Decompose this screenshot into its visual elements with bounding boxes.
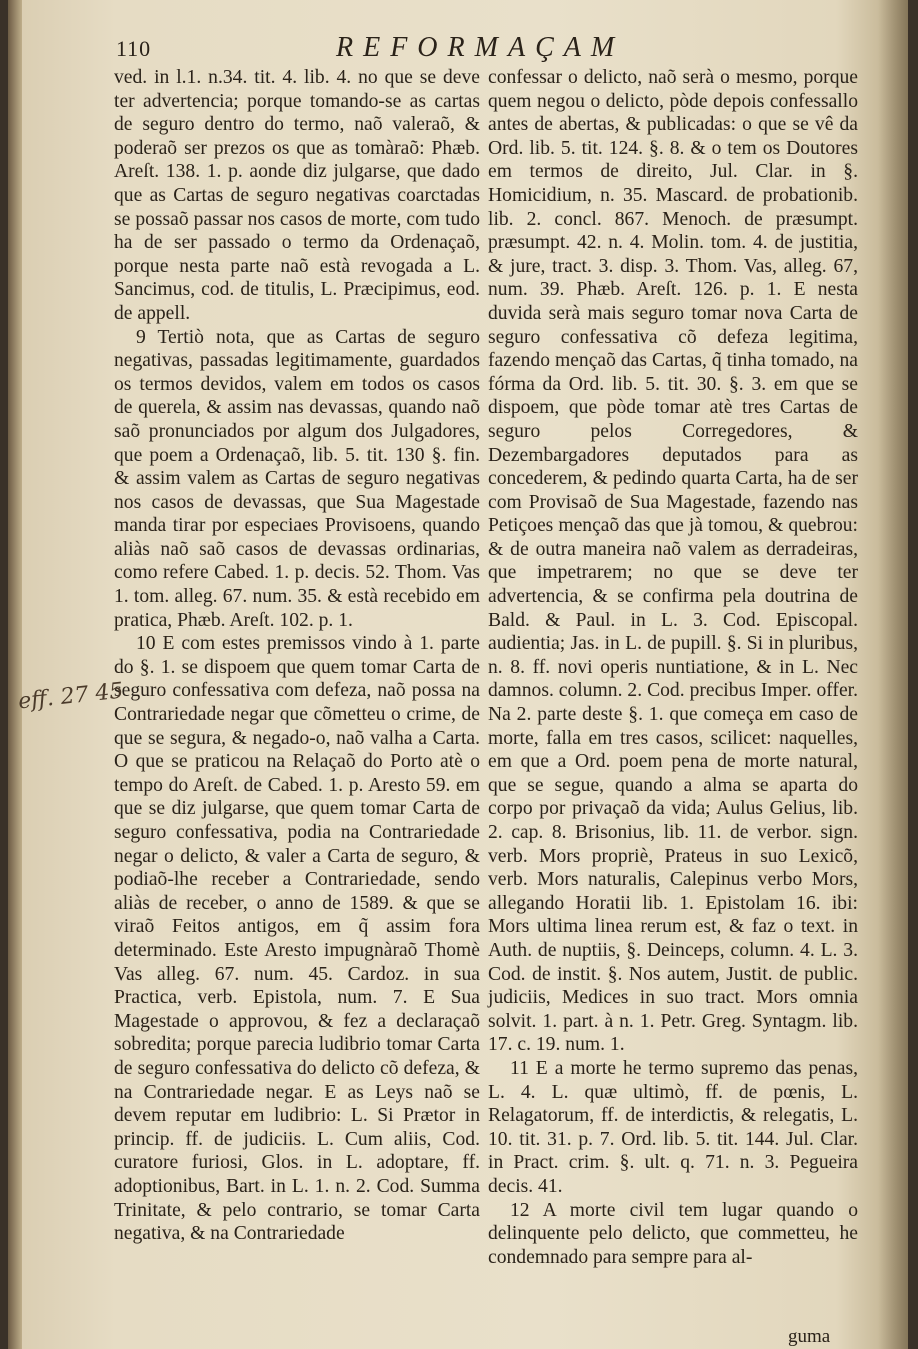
left-paragraph-1: ved. in l.1. n.34. tit. 4. lib. 4. no que se deve ter advertencia; porque tomando-se as cartas de seguro dentro do termo, naõ valeraõ, & poderaõ ser prezos os que as tomàraõ: Phæb. Areſt. 138. 1. p. aonde diz julgarse, que dado que as Cartas de seguro negativas coarctadas se possaõ passar nos casos de morte, com tudo ha de ser passado o termo da Ordenaçaõ, porque nesta parte naõ està revogada a L. Sancimus, cod. de titulis, L. Præcipimus, eod. de appell. xyxy=(114,67,480,324)
left-paragraph-2: 9 Tertiò nota, que as Cartas de seguro negativas, passadas legitimamente, guardados os termos devidos, valem em todos os casos de querela, & assim nas devassas, quando naõ saõ pronunciados por algum dos Julgadores, que poem a Ordenaçaõ, lib. 5. tit. 130 §. fin. & assim valem as Cartas de seguro negativas nos casos de devassas, que Sua Magestade manda tirar por especiaes Provisoens, quando aliàs naõ saõ casos de devassas ordinarias, como refere Cabed. 1. p. decis. 52. Thom. Vas 1. tom. alleg. 67. num. 35. & està recebido em pratica, Phæb. Areſt. 102. p. 1. xyxy=(114,326,480,631)
book-page xyxy=(8,0,908,1349)
page-header xyxy=(116,32,876,66)
catchword: guma xyxy=(788,1326,831,1347)
running-title: REFORMAÇAM xyxy=(336,32,625,63)
handwritten-margin-note xyxy=(16,678,125,744)
folio-number: 110 xyxy=(116,36,152,61)
margin-note-text: eff. 27 45 xyxy=(16,678,125,715)
page-spine-shadow xyxy=(8,0,22,1349)
right-paragraph-2: 11 E a morte he termo supremo das penas, L. 4. L. quæ ultimò, ff. de pœnis, L. Relagatorum, ff. de interdictis, & relegatis, L. 10. tit. 31. p. 7. Ord. lib. 5. tit. 144. Jul. Clar. in Pract. crim. §. ult. q. 71. n. 3. Pegueira decis. 41. xyxy=(488,1057,858,1197)
page-edge-shadow xyxy=(878,0,908,1349)
right-paragraph-1: confessar o delicto, naõ serà o mesmo, porque quem negou o delicto, pòde depois confessallo antes de abertas, & publicadas: o que se vê da Ord. lib. 5. tit. 124. §. 8. & o tem os Doutores em termos de direito, Jul. Clar. in §. Homicidium, n. 35. Mascard. de probationib. lib. 2. concl. 867. Menoch. de præsumpt. præsumpt. 42. n. 4. Molin. tom. 4. de justitia, & jure, tract. 3. disp. 3. Thom. Vas, alleg. 67, num. 39. Phæb. Areſt. 126. p. 1. E nesta duvida serà mais seguro tomar nova Carta de seguro confessativa cõ defeza legitima, fazendo mençaõ das Cartas, q̃ tinha tomado, na fórma da Ord. lib. 5. tit. 30. §. 3. em que se dispoem, que pòde tomar atè tres Cartas de seguro pelos Corregedores, & Dezembargadores deputados para as concederem, & pedindo quarta Carta, ha de ser com Provisaõ de Sua Magestade, fazendo nas Petiçoes mençaõ das que jà tomou, & quebrou: & de outra maneira naõ valem as derradeiras, que impetrarem; no que se deve ter advertencia, & se confirma pela doutrina de Bald. & Paul. in L. 3. Cod. Episcopal. audientia; Jas. in L. de pupill. §. Si in pluribus, n. 8. ff. novi operis nuntiatione, & in L. Nec damnos. column. 2. Cod. precibus Imper. offer. Na 2. parte deste §. 1. que começa em caso de morte, falla em tres casos, scilicet: naquelles, em que a Ord. poem pena de morte natural, que se segue, quando a alma se aparta do corpo por privaçaõ da vida; Aulus Gelius, lib. 2. cap. 8. Brisonius, lib. 11. de verbor. sign. verb. Mors propriè, Prateus in suo Lexicõ, verb. Mors naturalis, Calepinus verbo Mors, allegando Horatii lib. 1. Epistolam 16. ibi: Mors ultima linea rerum est, & faz o text. in Auth. de nuptiis, §. Deinceps, column. 4. L. 3. Cod. de instit. §. Nos autem, Justit. de public. judiciis, Medices in suo tract. Mors omnia solvit. 1. part. à n. 1. Petr. Greg. Syntagm. lib. 17. c. 19. num. 1. xyxy=(488,67,858,1056)
right-paragraph-3: 12 A morte civil tem lugar quando o delinquente pelo delicto, que commetteu, he condemnado para sempre para al- xyxy=(488,1199,858,1268)
left-column xyxy=(114,66,480,1246)
right-column xyxy=(488,66,858,1269)
left-paragraph-3: 10 E com estes premissos vindo à 1. parte do §. 1. se dispoem que quem tomar Carta de seguro confessativa com defeza, naõ possa na Contrariedade negar que cõmetteu o crime, de que se segura, & negado-o, naõ valha a Carta. O que se praticou na Relaçaõ do Porto atè o tempo do Areſt. de Cabed. 1. p. Aresto 59. em que se diz julgarse, que quem tomar Carta de seguro confessativa, podia na Contrariedade negar o delicto, & valer a Carta de seguro, & podiaõ-lhe receber a Contrariedade, sendo aliàs de receber, o anno de 1589. & que se viraõ Feitos antigos, em q̃ assim fora determinado. Este Aresto impugnàraõ Thomè Vas alleg. 67. num. 45. Cardoz. in sua Practica, verb. Epistola, num. 7. E Sua Magestade o approvou, & fez a declaraçaõ sobredita; porque parecia ludibrio tomar Carta de seguro confessativa do delicto cõ defeza, & na Contrariedade negar. E as Leys naõ se devem reputar em ludibrio: L. Si Prætor in princip. ff. de judiciis. L. Cum aliis, Cod. curatore furiosi, Glos. in L. adoptare, ff. adoptionibus, Bart. in L. 1. n. 2. Cod. Summa Trinitate, & pelo contrario, se tomar Carta negativa, & na Contrariedade xyxy=(114,633,480,1245)
